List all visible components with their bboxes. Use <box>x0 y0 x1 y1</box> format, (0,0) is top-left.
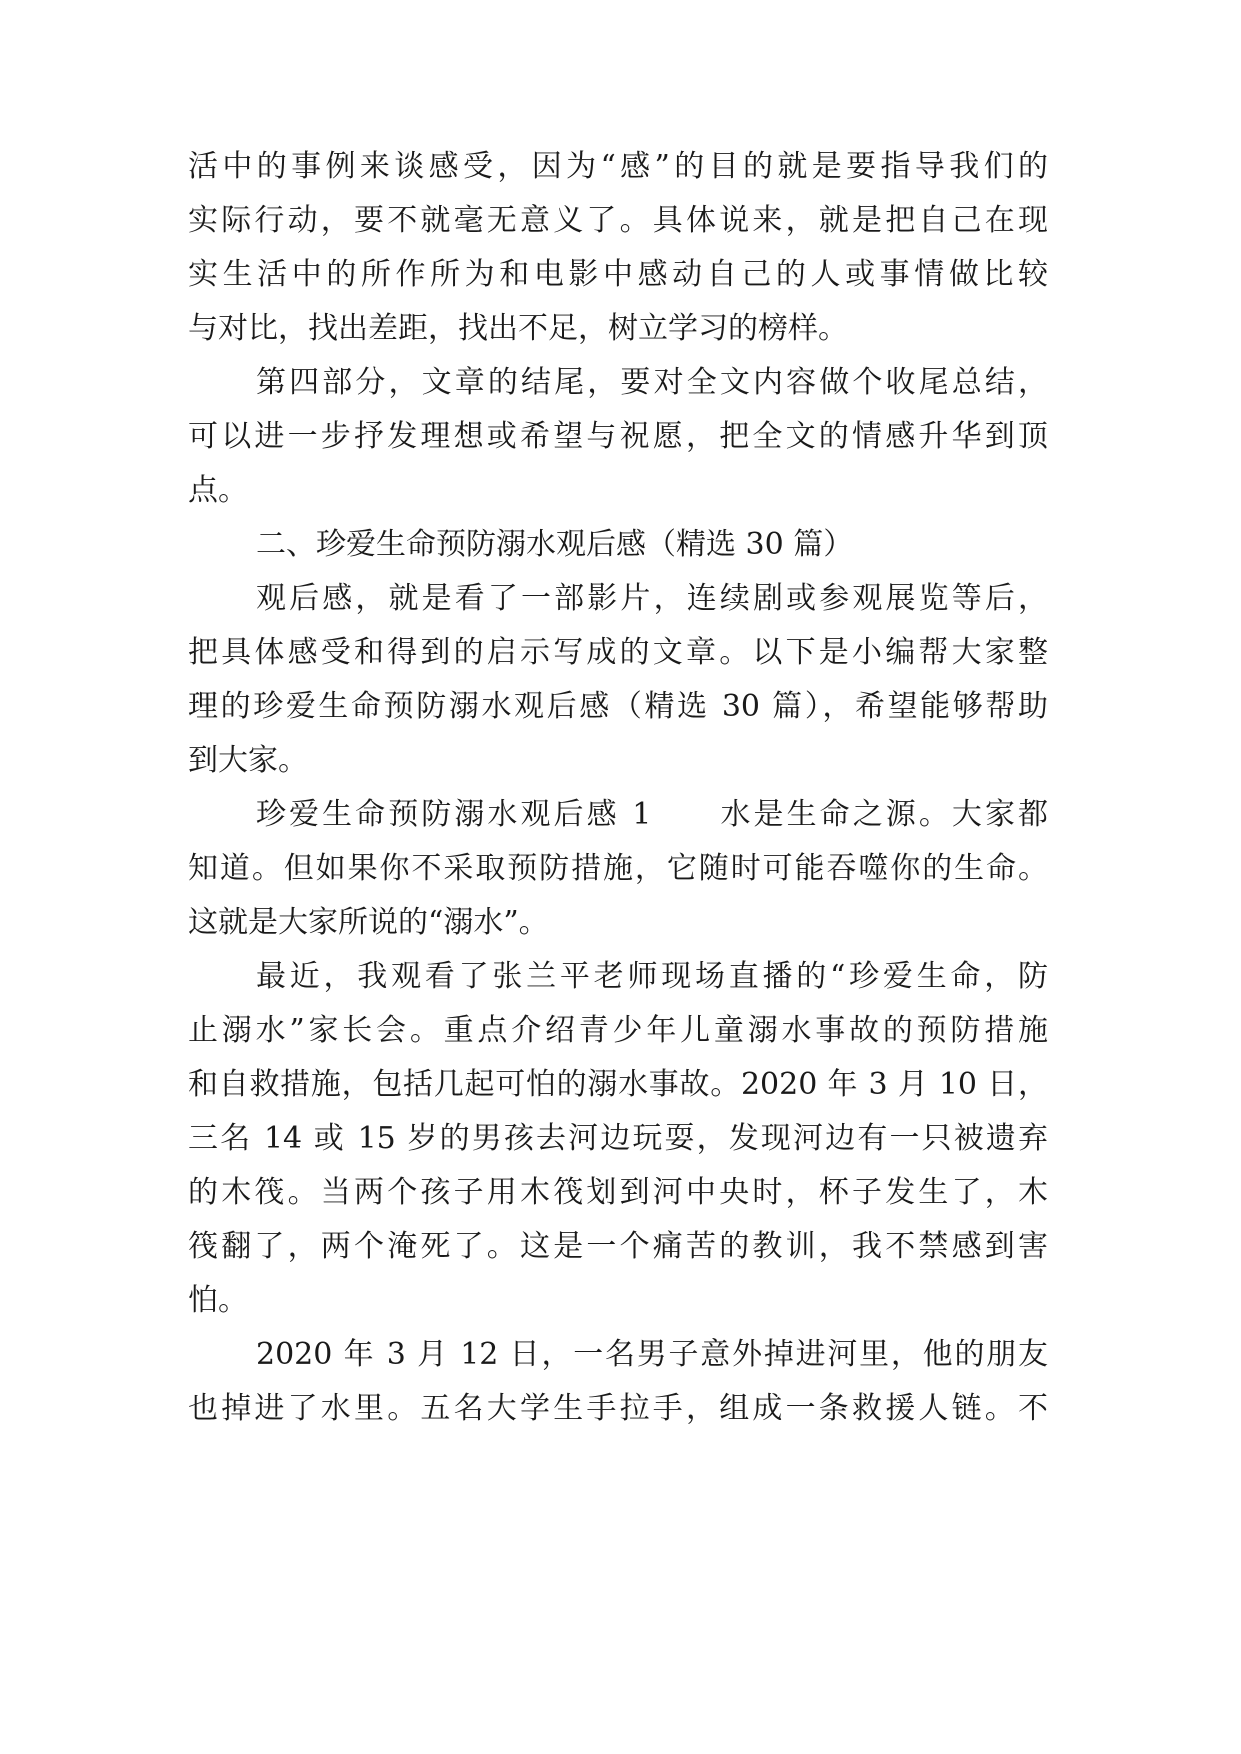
text-line-19: 三名 14 或 15 岁的男孩去河边玩耍，发现河边有一只被遗弃 <box>188 1121 1048 1156</box>
text-line-7: 点。 <box>188 473 248 508</box>
text-line-4: 与对比，找出差距，找出不足，树立学习的榜样。 <box>188 311 848 346</box>
text-line-3: 实生活中的所作所为和电影中感动自己的人或事情做比较 <box>188 257 1048 292</box>
text-line-20: 的木筏。当两个孩子用木筏划到河中央时，杯子发生了，木 <box>188 1175 1048 1210</box>
text-line-14: 知道。但如果你不采取预防措施，它随时可能吞噬你的生命。 <box>188 851 1048 886</box>
text-line-12: 到大家。 <box>188 743 308 778</box>
text-line-13: 珍爱生命预防溺水观后感 1 水是生命之源。大家都 <box>256 797 1048 832</box>
section-heading: 二、珍爱生命预防溺水观后感（精选 30 篇） <box>256 527 854 562</box>
text-line-22: 怕。 <box>188 1283 248 1318</box>
text-line-23: 2020 年 3 月 12 日，一名男子意外掉进河里，他的朋友 <box>256 1337 1048 1372</box>
text-line-21: 筏翻了，两个淹死了。这是一个痛苦的教训，我不禁感到害 <box>188 1229 1048 1264</box>
text-line-5: 第四部分，文章的结尾，要对全文内容做个收尾总结， <box>256 365 1048 400</box>
text-line-17: 止溺水”家长会。重点介绍青少年儿童溺水事故的预防措施 <box>188 1013 1048 1048</box>
text-line-1: 活中的事例来谈感受，因为“感”的目的就是要指导我们的 <box>188 149 1048 184</box>
text-line-18: 和自救措施，包括几起可怕的溺水事故。2020 年 3 月 10 日， <box>188 1067 1048 1102</box>
text-line-16: 最近，我观看了张兰平老师现场直播的“珍爱生命，防 <box>256 959 1048 994</box>
text-line-6: 可以进一步抒发理想或希望与祝愿，把全文的情感升华到顶 <box>188 419 1048 454</box>
text-line-15: 这就是大家所说的“溺水”。 <box>188 905 549 940</box>
text-line-11: 理的珍爱生命预防溺水观后感（精选 30 篇），希望能够帮助 <box>188 689 1048 724</box>
text-line-24: 也掉进了水里。五名大学生手拉手，组成一条救援人链。不 <box>188 1391 1048 1426</box>
text-line-2: 实际行动，要不就毫无意义了。具体说来，就是把自己在现 <box>188 203 1048 238</box>
text-line-10: 把具体感受和得到的启示写成的文章。以下是小编帮大家整 <box>188 635 1048 670</box>
text-line-9: 观后感，就是看了一部影片，连续剧或参观展览等后， <box>256 581 1048 616</box>
